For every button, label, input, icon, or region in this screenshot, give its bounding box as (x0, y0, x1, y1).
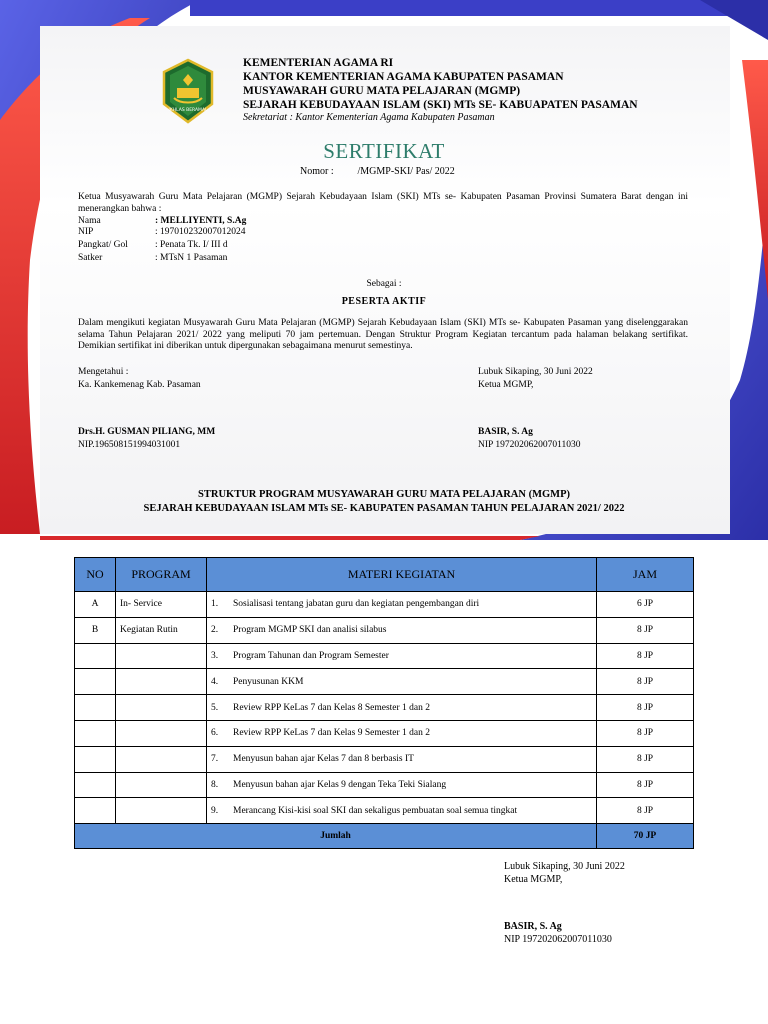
cell-materi: Sosialisasi tentang jabatan guru dan kegiatan pengembangan diri (229, 592, 597, 618)
nomor-label: Nomor : (300, 166, 334, 177)
program-table (74, 557, 694, 849)
cell-jam: 8 JP (597, 695, 694, 721)
field-value: : MELLIYENTI, S.Ag (155, 216, 247, 226)
field-label: Nama (78, 216, 101, 226)
cell-materi: Penyusunan KKM (229, 669, 597, 695)
table-header-row (75, 558, 694, 592)
right-sign-name: BASIR, S. Ag (478, 427, 533, 437)
cell-materi: Review RPP KeLas 7 dan Kelas 9 Semester 1 dan 2 (229, 720, 597, 746)
table-row (75, 695, 694, 721)
header-line-ministry: KEMENTERIAN AGAMA RI (243, 57, 394, 69)
cell-materi: Program MGMP SKI dan analisi silabus (229, 617, 597, 643)
nomor-value: /MGMP-SKI/ Pas/ 2022 (357, 166, 455, 177)
cell-no: B (75, 617, 116, 643)
cell-num: 9. (207, 798, 230, 824)
cell-program (116, 695, 207, 721)
cell-program (116, 798, 207, 824)
field-label: Pangkat/ Gol (78, 240, 128, 250)
left-sign-name: Drs.H. GUSMAN PILIANG, MM (78, 427, 216, 437)
cell-num: 5. (207, 695, 230, 721)
header-text-block (243, 56, 638, 112)
header-secretariat: Sekretariat : Kantor Kementerian Agama Kabupaten Pasaman (243, 112, 495, 123)
field-row-nip (78, 227, 246, 238)
cell-jam: 8 JP (597, 617, 694, 643)
field-value: : Penata Tk. I/ III d (155, 240, 228, 250)
left-sign-nip: NIP.196508151994031001 (78, 440, 181, 450)
column-header-jam: JAM (597, 558, 694, 592)
field-value: : 197010232007012024 (155, 227, 246, 237)
cell-jam: 8 JP (597, 643, 694, 669)
cell-num: 1. (207, 592, 230, 618)
cell-program (116, 772, 207, 798)
table-row (75, 772, 694, 798)
field-label: Satker (78, 253, 103, 263)
column-header-no: NO (75, 558, 116, 592)
logo-text: IKHLAS BERAMAL (168, 108, 208, 113)
left-sign-line2: Ka. Kankemenag Kab. Pasaman (78, 380, 201, 390)
cell-materi: Menyusun bahan ajar Kelas 9 dengan Teka Teki Sialang (229, 772, 597, 798)
header-line-ski: SEJARAH KEBUDAYAAN ISLAM (SKI) MTs SE- KABUAPATEN PASAMAN (243, 99, 638, 111)
column-header-materi: MATERI KEGIATAN (207, 558, 597, 592)
role-label: PESERTA AKTIF (341, 296, 427, 307)
field-value: : MTsN 1 Pasaman (155, 253, 228, 263)
table-row (75, 720, 694, 746)
right-sign-nip: NIP 197202062007011030 (478, 440, 581, 450)
cell-program (116, 720, 207, 746)
right-sign-line2: Ketua MGMP, (478, 380, 534, 390)
total-label: Jumlah (75, 824, 597, 849)
cell-num: 6. (207, 720, 230, 746)
intro-paragraph: Ketua Musyawarah Guru Mata Pelajaran (MGMP) Sejarah Kebudayaan Islam (SKI) MTs se- Kabupaten Pasaman Provinsi Sumatera Barat dengan ini menerangkan bahwa : (78, 192, 688, 214)
cell-no (75, 720, 116, 746)
cell-no (75, 669, 116, 695)
table-row (75, 617, 694, 643)
cell-no (75, 798, 116, 824)
sebagai-label: Sebagai : (366, 279, 402, 289)
kemenag-logo (160, 58, 216, 124)
table-row (75, 592, 694, 618)
cell-num: 2. (207, 617, 230, 643)
structure-title-2: SEJARAH KEBUDAYAAN ISLAM MTs SE- KABUPATEN PASAMAN TAHUN PELAJARAN 2021/ 2022 (143, 503, 625, 514)
cell-jam: 8 JP (597, 798, 694, 824)
bottom-sign-nip: NIP 197202062007011030 (504, 934, 612, 945)
certificate-number (300, 166, 455, 177)
cell-num: 8. (207, 772, 230, 798)
cell-program (116, 643, 207, 669)
right-sign-line1: Lubuk Sikaping, 30 Juni 2022 (478, 367, 593, 377)
cell-program: In- Service (116, 592, 207, 618)
cell-jam: 8 JP (597, 720, 694, 746)
header-line-office: KANTOR KEMENTERIAN AGAMA KABUPATEN PASAMAN (243, 71, 564, 83)
header-line-mgmp: MUSYAWARAH GURU MATA PELAJARAN (MGMP) (243, 85, 521, 97)
cell-program: Kegiatan Rutin (116, 617, 207, 643)
cell-program (116, 669, 207, 695)
cell-jam: 8 JP (597, 772, 694, 798)
cell-materi: Program Tahunan dan Program Semester (229, 643, 597, 669)
cell-materi: Menyusun bahan ajar Kelas 7 dan 8 berbasis IT (229, 746, 597, 772)
table-row (75, 643, 694, 669)
field-row-name (78, 216, 246, 227)
cell-materi: Merancang Kisi-kisi soal SKI dan sekaligus pembuatan soal semua tingkat (229, 798, 597, 824)
total-value: 70 JP (597, 824, 694, 849)
bottom-sign-name: BASIR, S. Ag (504, 921, 562, 932)
field-row-rank (78, 240, 228, 251)
bottom-sign-line2: Ketua MGMP, (504, 874, 563, 885)
structure-title-1: STRUKTUR PROGRAM MUSYAWARAH GURU MATA PELAJARAN (MGMP) (198, 489, 570, 500)
cell-num: 4. (207, 669, 230, 695)
table-total-row (75, 824, 694, 849)
cell-num: 7. (207, 746, 230, 772)
cell-no (75, 695, 116, 721)
cell-no (75, 643, 116, 669)
certificate-title: SERTIFIKAT (323, 139, 445, 163)
field-label: NIP (78, 227, 94, 237)
cell-program (116, 746, 207, 772)
cell-no (75, 746, 116, 772)
cell-num: 3. (207, 643, 230, 669)
cell-no: A (75, 592, 116, 618)
table-row (75, 798, 694, 824)
column-header-program: PROGRAM (116, 558, 207, 592)
cell-jam: 6 JP (597, 592, 694, 618)
cell-materi: Review RPP KeLas 7 dan Kelas 8 Semester 1 dan 2 (229, 695, 597, 721)
cell-no (75, 772, 116, 798)
cell-jam: 8 JP (597, 669, 694, 695)
table-row (75, 746, 694, 772)
left-sign-line1: Mengetahui : (78, 367, 129, 377)
table-row (75, 669, 694, 695)
field-row-satker (78, 253, 227, 264)
body-paragraph: Dalam mengikuti kegiatan Musyawarah Guru Mata Pelajaran (MGMP) Sejarah Kebudayaan Islam (SKI) MTs se- Kabupaten Pasaman yang diselenggarakan selama Tahun Pelajaran 2021/ 2022 yang meliputi 70 jam pertemuan. Dengan Struktur Program Kegiatan tercantum pada halaman belakang sertifikat. Demikian sertifikat ini diberikan untuk dipergunakan sebagaimana menurut semestinya. (78, 318, 688, 351)
cell-jam: 8 JP (597, 746, 694, 772)
bottom-sign-line1: Lubuk Sikaping, 30 Juni 2022 (504, 861, 625, 872)
